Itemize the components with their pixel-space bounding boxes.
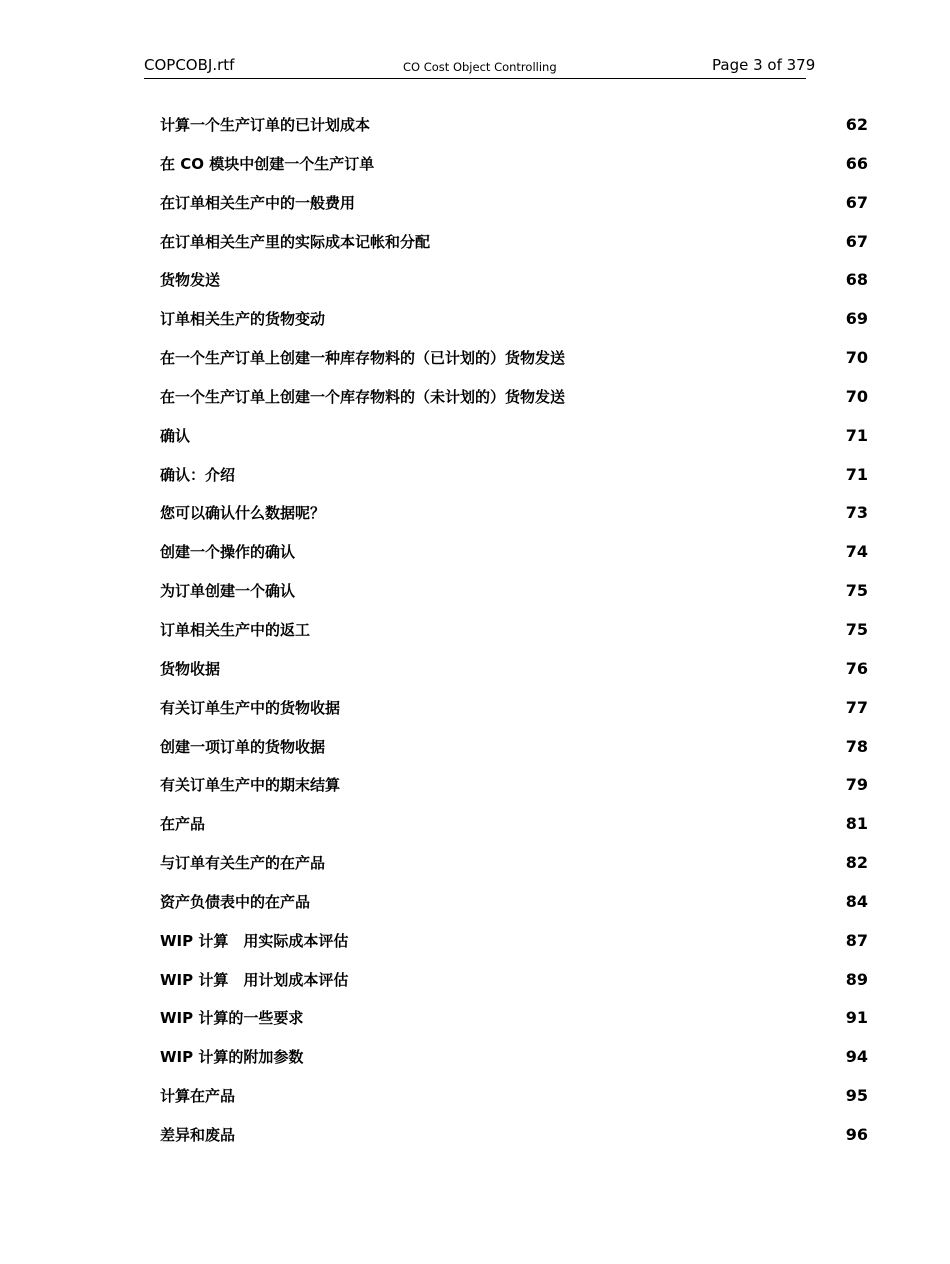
toc-entry-page-number: 76 (845, 658, 868, 678)
toc-entry[interactable] (160, 999, 868, 1038)
toc-entry-title: 在产品 (160, 815, 206, 834)
toc-entry-title: 在订单相关生产里的实际成本记帐和分配 (160, 232, 431, 251)
toc-entry-page-number: 78 (845, 736, 868, 756)
toc-entry-page-number: 74 (845, 542, 868, 562)
toc-entry-title: 在一个生产订单上创建一种库存物料的（已计划的）货物发送 (160, 349, 566, 368)
toc-entry-title: 为订单创建一个确认 (160, 582, 296, 601)
toc-entry-title: WIP 计算 用计划成本评估 (160, 970, 349, 989)
toc-entry-title: 计算一个生产订单的已计划成本 (160, 116, 371, 134)
toc-entry-page-number: 71 (845, 425, 868, 445)
toc-entry[interactable] (160, 300, 868, 339)
toc-entry-title: 计算在产品 (160, 1087, 236, 1106)
toc-entry[interactable] (160, 106, 868, 145)
toc-entry-page-number: 91 (845, 1008, 868, 1028)
header-filename: COPCOBJ.rtf (144, 56, 235, 74)
toc-entry[interactable] (160, 1038, 868, 1077)
toc-entry[interactable] (160, 728, 868, 767)
toc-entry-title: 货物发送 (160, 271, 221, 290)
toc-entry-title: WIP 计算的附加参数 (160, 1048, 304, 1067)
toc-entry-title: 与订单有关生产的在产品 (160, 854, 326, 873)
toc-entry-page-number: 62 (845, 115, 868, 134)
toc-entry[interactable] (160, 261, 868, 300)
toc-entry-page-number: 87 (845, 930, 868, 950)
toc-entry[interactable] (160, 417, 868, 456)
toc-entry-title: 订单相关生产中的返工 (160, 620, 311, 639)
toc-entry[interactable] (160, 961, 868, 1000)
toc-entry[interactable] (160, 1116, 868, 1155)
toc-entry[interactable] (160, 883, 868, 922)
toc-entry-title: 有关订单生产中的期末结算 (160, 776, 341, 795)
toc-entry-page-number: 84 (845, 891, 868, 911)
toc-entry-page-number: 89 (845, 969, 868, 989)
toc-entry-title: 差异和废品 (160, 1125, 236, 1144)
toc-entry[interactable] (160, 378, 868, 417)
toc-entry-page-number: 70 (845, 386, 868, 406)
page-header (144, 54, 816, 79)
toc-entry-title: 创建一项订单的货物收据 (160, 737, 326, 756)
toc-entry[interactable] (160, 689, 868, 728)
toc-entry-page-number: 77 (845, 697, 868, 717)
header-page-number: Page 3 of 379 (712, 56, 816, 74)
toc-entry-title: WIP 计算的一些要求 (160, 1009, 304, 1028)
toc-entry-page-number: 81 (845, 814, 868, 834)
toc-entry[interactable] (160, 223, 868, 262)
toc-entry-title: 确认 (160, 426, 191, 445)
toc-entry-page-number: 69 (845, 309, 868, 329)
toc-entry[interactable] (160, 766, 868, 805)
toc-entry-title: WIP 计算 用实际成本评估 (160, 931, 349, 950)
toc-entry[interactable] (160, 145, 868, 184)
toc-entry-title: 在订单相关生产中的一般费用 (160, 193, 356, 212)
toc-entry-title: 确认：介绍 (160, 465, 236, 484)
toc-entry[interactable] (160, 339, 868, 378)
toc-entry[interactable] (160, 184, 868, 223)
toc-entry[interactable] (160, 533, 868, 572)
toc-entry-title: 在 CO 模块中创建一个生产订单 (160, 154, 375, 173)
toc-entry[interactable] (160, 456, 868, 495)
toc-entry-page-number: 67 (845, 192, 868, 212)
toc-entry-title: 货物收据 (160, 659, 221, 678)
toc-entry[interactable] (160, 1077, 868, 1116)
toc-entry-page-number: 94 (845, 1047, 868, 1067)
toc-entry-page-number: 75 (845, 581, 868, 601)
toc-entry-page-number: 75 (845, 619, 868, 639)
toc-entry-title: 资产负债表中的在产品 (160, 892, 311, 911)
toc-entry-page-number: 96 (845, 1124, 868, 1144)
toc-entry-page-number: 66 (845, 153, 868, 173)
toc-entry-page-number: 67 (845, 231, 868, 251)
toc-entry-page-number: 70 (845, 348, 868, 368)
toc-entry-title: 您可以确认什么数据呢？ (160, 504, 326, 523)
toc-entry[interactable] (160, 922, 868, 961)
toc-entry-title: 有关订单生产中的货物收据 (160, 698, 341, 717)
table-of-contents (160, 106, 868, 1155)
toc-entry[interactable] (160, 650, 868, 689)
toc-entry[interactable] (160, 844, 868, 883)
toc-entry-title: 创建一个操作的确认 (160, 543, 296, 562)
toc-entry-title: 在一个生产订单上创建一个库存物料的（未计划的）货物发送 (160, 387, 566, 406)
toc-entry-title: 订单相关生产的货物变动 (160, 310, 326, 329)
toc-entry-page-number: 82 (845, 853, 868, 873)
toc-entry-page-number: 95 (845, 1086, 868, 1106)
toc-entry-page-number: 71 (845, 464, 868, 484)
toc-entry-page-number: 68 (845, 270, 868, 290)
toc-entry[interactable] (160, 572, 868, 611)
toc-entry-page-number: 73 (845, 503, 868, 523)
toc-entry[interactable] (160, 611, 868, 650)
toc-entry-page-number: 79 (845, 775, 868, 795)
toc-entry[interactable] (160, 494, 868, 533)
toc-entry[interactable] (160, 805, 868, 844)
header-section-title: CO Cost Object Controlling (403, 60, 557, 74)
